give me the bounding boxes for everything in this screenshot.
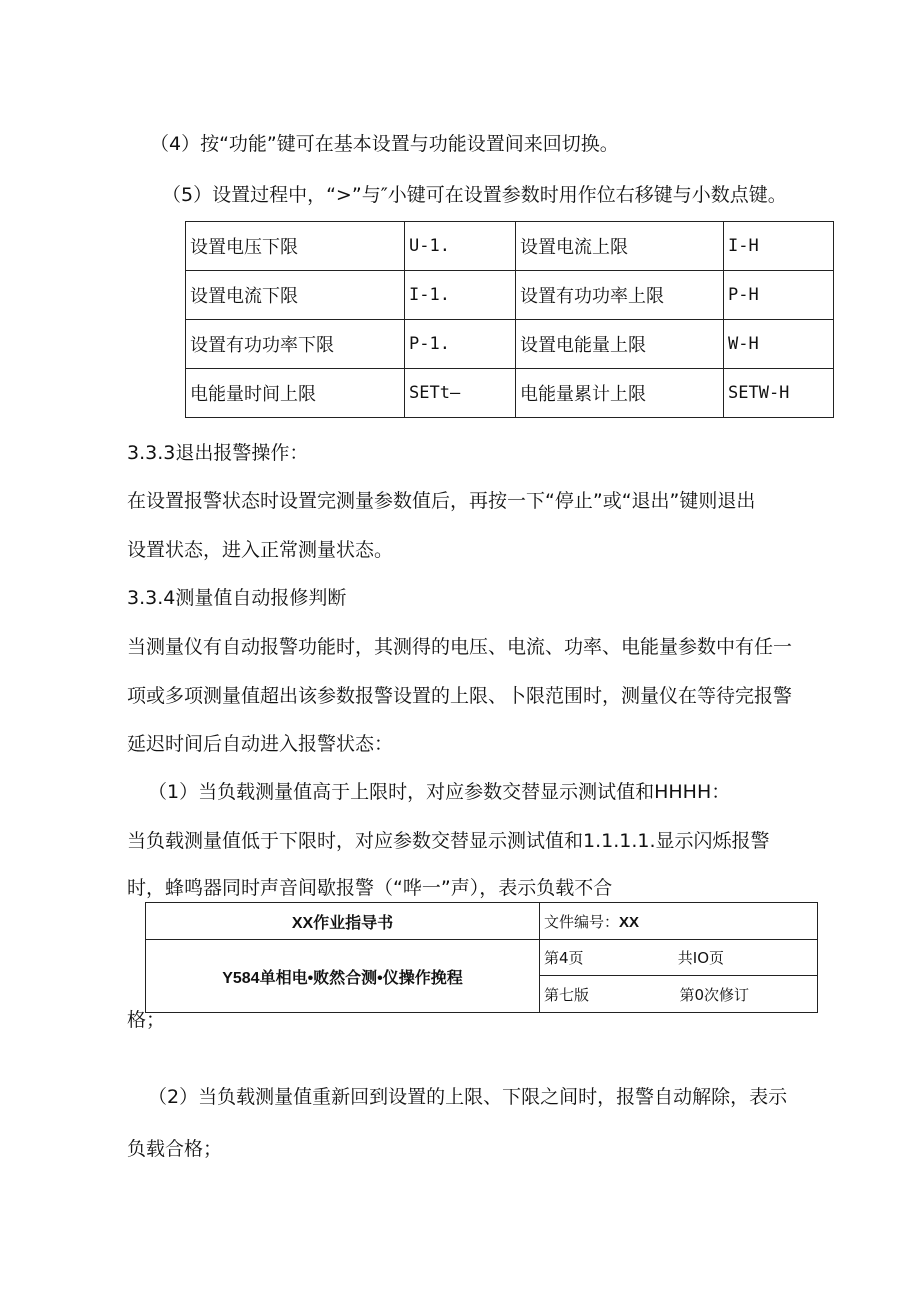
paragraph-case-2-line-2: 负载合格； (127, 1138, 223, 1160)
paragraph-shift-key: （5）设置过程中，“>”与″小键可在设置参数时用作位右移键与小数点键。 (162, 184, 787, 206)
doc-subtitle: Y584单相电•败然合测•仪操作挽程 (146, 940, 540, 1013)
doc-number (540, 903, 818, 940)
page-info (540, 940, 818, 976)
paragraph-auto-line-2: 项或多项测量值超出该参数报警设置的上限、卜限范围时，测量仪在等待完报警 (127, 685, 793, 707)
paragraph-case-2-line-1: （2）当负载测量值重新回到设置的上限、下限之间时，报警自动解除，表示 (148, 1086, 788, 1108)
paragraph-case-1: （1）当负载测量值高于上限时，对应参数交替显示测试值和HHHH： (148, 781, 731, 803)
page-number: 第4页 (544, 949, 584, 967)
param-code: U-1. (405, 222, 516, 271)
param-label: 设置电压下限 (186, 222, 405, 271)
edition: 第七版 (544, 985, 590, 1004)
param-code: SETW-H (724, 369, 834, 418)
paragraph-case-1-beep: 时，蜂鸣器同时声音间歇报警（“哗一”声），表示负载不合 (127, 877, 613, 899)
revision-info (540, 976, 818, 1013)
param-label: 设置电流上限 (516, 222, 724, 271)
paragraph-function-key: （4）按“功能”键可在基本设置与功能设置间来回切换。 (150, 133, 619, 155)
param-label: 电能量累计上限 (516, 369, 724, 418)
document-header-block (145, 902, 818, 1013)
param-label: 电能量时间上限 (186, 369, 405, 418)
param-code: SETt— (405, 369, 516, 418)
param-code: W-H (724, 320, 834, 369)
doc-number-label: 文件编号： (544, 912, 620, 931)
paragraph-case-1-end: 格； (127, 1009, 166, 1031)
param-label: 设置有功功率下限 (186, 320, 405, 369)
param-code: I-1. (405, 271, 516, 320)
paragraph-auto-line-3: 延迟时间后自动进入报警状态： (127, 733, 394, 755)
paragraph-auto-line-1: 当测量仪有自动报警功能时，其测得的电压、电流、功率、电能量参数中有任一 (127, 636, 793, 658)
param-code: P-H (724, 271, 834, 320)
section-heading-3-3-4: 3.3.4测量值自动报修判断 (127, 587, 347, 609)
table-row (186, 271, 834, 320)
doc-title: XX作业指导书 (146, 903, 540, 940)
param-label: 设置电流下限 (186, 271, 405, 320)
doc-number-value: XX (619, 913, 640, 931)
param-label: 设置有功功率上限 (516, 271, 724, 320)
table-row (186, 369, 834, 418)
param-label: 设置电能量上限 (516, 320, 724, 369)
parameter-table (185, 221, 834, 418)
paragraph-case-1-low: 当负载测量值低于下限时，对应参数交替显示测试值和1.1.1.1.显示闪烁报警 (127, 830, 770, 852)
section-heading-3-3-3: 3.3.3退出报警操作： (127, 442, 309, 464)
param-code: I-H (724, 222, 834, 271)
table-row (186, 222, 834, 271)
revision: 第0次修订 (679, 985, 749, 1004)
paragraph-exit-line-2: 设置状态，进入正常测量状态。 (127, 539, 394, 561)
paragraph-exit-line-1: 在设置报警状态时设置完测量参数值后，再按一下“停止”或“退出”键则退出 (127, 490, 756, 512)
page-total: 共IO页 (677, 949, 724, 967)
table-row (186, 320, 834, 369)
param-code: P-1. (405, 320, 516, 369)
